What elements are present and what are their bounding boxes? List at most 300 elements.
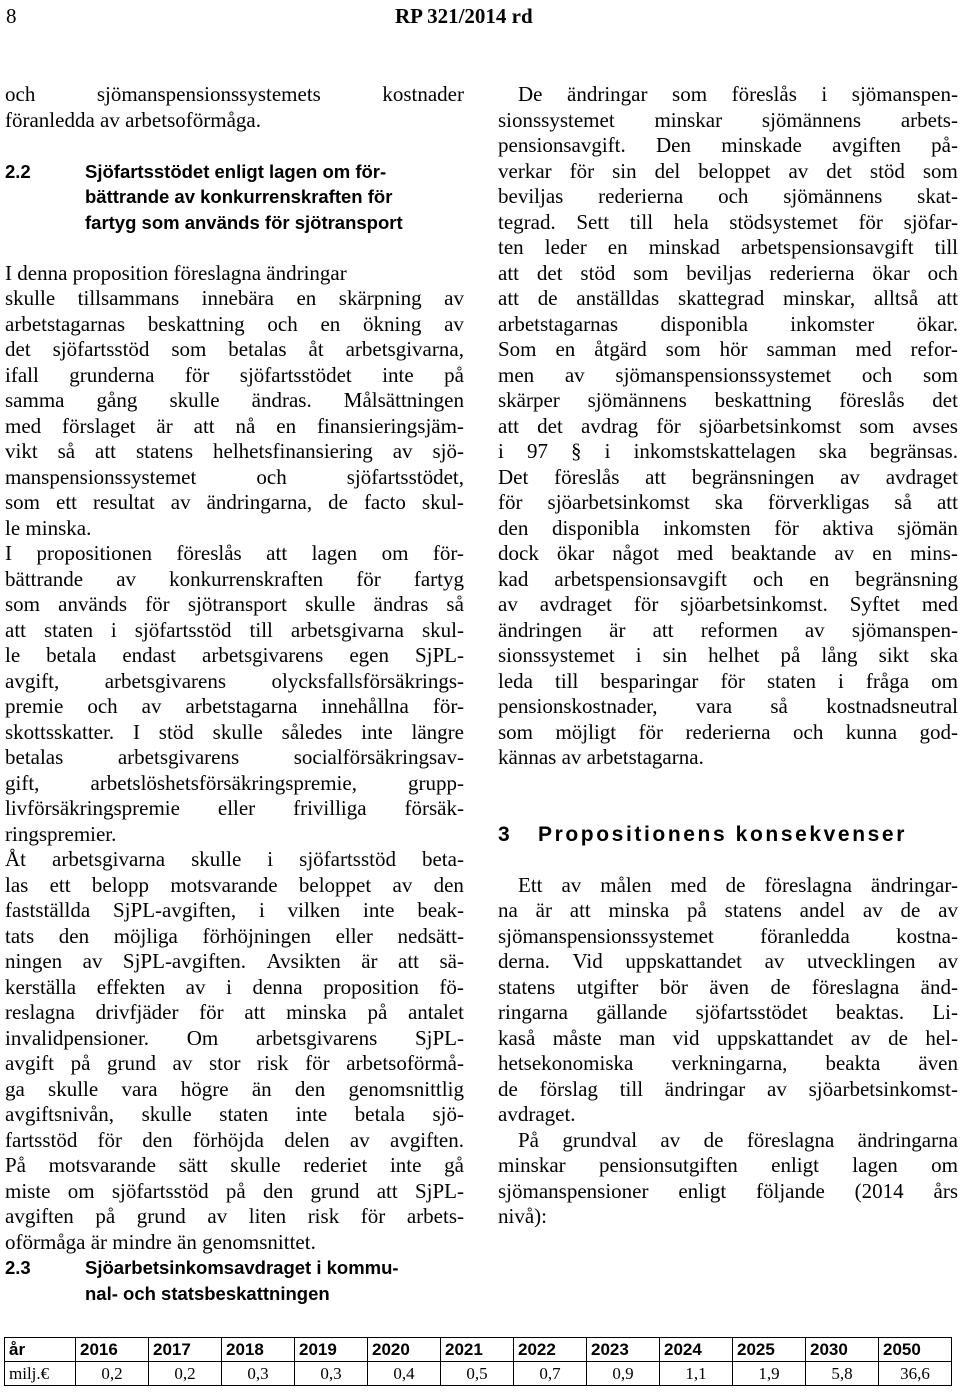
- word: miste: [5, 1178, 51, 1203]
- word: i: [604, 439, 611, 463]
- word: utvecklingen: [807, 949, 916, 973]
- word: avgiften: [5, 1204, 74, 1228]
- word: avdraget: [539, 592, 613, 616]
- text-line: [5, 669, 464, 695]
- word: en: [555, 337, 576, 361]
- word: de: [725, 872, 746, 897]
- word: av: [172, 1051, 193, 1075]
- word: avgift: [5, 1051, 54, 1075]
- word: arbetsgivarens: [202, 643, 324, 667]
- word: statens: [724, 898, 782, 922]
- word: och: [256, 464, 287, 489]
- text-line: [5, 567, 464, 593]
- word: uppskattandet: [716, 1025, 834, 1050]
- word: Som: [498, 337, 537, 361]
- word: för-: [432, 541, 464, 565]
- word: förhöjningen: [202, 923, 311, 948]
- word: facto: [363, 490, 406, 514]
- word: SjPL-: [414, 1025, 464, 1050]
- word: staten: [43, 617, 93, 642]
- word: med: [676, 541, 714, 565]
- word: som: [665, 337, 701, 361]
- word: föreslås: [554, 464, 620, 489]
- word: av: [392, 872, 413, 897]
- text-line: [5, 898, 464, 924]
- text-line: [498, 414, 958, 440]
- word: gå: [444, 1153, 464, 1177]
- text-line: [5, 388, 464, 414]
- word: det: [537, 413, 563, 438]
- word: ändringarna: [857, 1127, 958, 1152]
- text-line: [498, 745, 958, 771]
- word: arbetsgivarens: [104, 668, 227, 693]
- word: i: [110, 617, 117, 642]
- text-line: [498, 1026, 958, 1052]
- word: kostnader: [382, 82, 464, 106]
- text-line: [498, 643, 958, 669]
- text-line: [498, 184, 958, 210]
- table-cell: 2030: [806, 1338, 879, 1362]
- word: arbetsoförmå-: [346, 1051, 464, 1075]
- word: så: [894, 490, 912, 514]
- text-line: [5, 490, 464, 516]
- word: att: [498, 286, 519, 310]
- word: sin: [612, 158, 637, 183]
- word: rederiet: [303, 1153, 368, 1177]
- table-cell: 0,3: [295, 1362, 368, 1386]
- word: alltså: [873, 286, 919, 310]
- word: skulle: [169, 388, 220, 412]
- word: antalet: [407, 1000, 464, 1024]
- word: sjöfartsstöd: [299, 847, 396, 871]
- table-cell: 5,8: [806, 1362, 879, 1386]
- word: avgiften: [832, 133, 901, 157]
- word: som: [859, 413, 895, 438]
- word: en: [276, 413, 297, 438]
- word: skulle: [48, 1076, 99, 1101]
- word: högre: [180, 1076, 229, 1101]
- word: och: [718, 184, 749, 208]
- text-line: [5, 1204, 464, 1230]
- word: målen: [600, 872, 652, 897]
- word: för: [145, 592, 170, 616]
- word: dock: [498, 541, 539, 565]
- word: Avsikten: [266, 949, 341, 973]
- text-line: [5, 796, 464, 822]
- word: sjöfartsstöd: [134, 617, 232, 642]
- word: i: [226, 974, 232, 999]
- word: i: [267, 847, 274, 871]
- table-cell: 2018: [222, 1338, 295, 1362]
- word: verkar: [498, 158, 552, 183]
- word: att: [376, 1178, 398, 1203]
- word: sjömanspensionssystemet: [498, 923, 714, 948]
- word: av: [850, 1025, 871, 1050]
- word: inkomster: [790, 311, 875, 336]
- word: för: [199, 1000, 224, 1024]
- word: ga: [5, 1076, 25, 1101]
- word: föreslagna: [811, 974, 900, 999]
- text-line: [498, 822, 958, 848]
- word: ska: [818, 439, 847, 463]
- word: att: [569, 898, 591, 922]
- word: stöd: [158, 719, 194, 744]
- word: lång: [821, 643, 858, 667]
- text-line: [5, 1051, 464, 1077]
- word: änd-: [920, 974, 958, 999]
- word: i: [838, 668, 844, 693]
- word: så: [57, 439, 76, 463]
- word: till: [249, 617, 273, 642]
- text-line: [498, 618, 958, 644]
- word: pensionsutgiften: [598, 1153, 738, 1177]
- word: belopp: [91, 872, 150, 897]
- word: används: [58, 592, 127, 616]
- word: föranledda: [760, 923, 850, 948]
- word: även: [918, 1051, 958, 1075]
- word: sjömännens: [761, 107, 862, 132]
- text-line: [498, 1000, 958, 1026]
- word: följande: [756, 1178, 825, 1203]
- word: staten: [219, 1102, 269, 1126]
- word: på: [687, 898, 707, 922]
- word: grund: [310, 1178, 360, 1203]
- word: refor-: [910, 337, 958, 361]
- word: för: [569, 158, 595, 183]
- text-line: [5, 1179, 464, 1205]
- text-line: [498, 1153, 958, 1179]
- word: med: [5, 413, 42, 438]
- word: resultat: [92, 490, 155, 514]
- word: fartyg: [413, 566, 464, 591]
- word: de: [703, 1127, 724, 1152]
- word: arbetstagarnas: [5, 311, 126, 336]
- word: samman: [766, 337, 837, 361]
- text-line: [5, 1230, 464, 1256]
- section-heading: Sjöarbetsinkomsavdraget i kommu-: [85, 1257, 399, 1278]
- word: för: [656, 413, 681, 438]
- word: skulle: [212, 719, 263, 744]
- word: och: [861, 362, 893, 387]
- word: helhetsfinansiering: [213, 439, 373, 463]
- word: skärpning: [338, 286, 422, 310]
- word: stödsystemet: [729, 209, 838, 234]
- word: av: [660, 1127, 681, 1152]
- word: derna.: [498, 949, 550, 973]
- word: till: [934, 235, 958, 259]
- word: på: [444, 362, 464, 387]
- text-line: [498, 669, 958, 695]
- table-cell: år: [5, 1338, 76, 1362]
- word: I: [5, 541, 12, 565]
- text-line: [498, 286, 958, 312]
- word: SjPL-: [414, 1178, 464, 1203]
- word: Ett: [518, 872, 543, 897]
- word: kad: [498, 566, 529, 591]
- text-line: [498, 873, 958, 899]
- word: man: [619, 1025, 656, 1050]
- text-line: [5, 1255, 464, 1281]
- word: av: [349, 1127, 370, 1152]
- word: På: [5, 1153, 26, 1177]
- word: bättrande: [5, 566, 84, 591]
- word: beloppet: [298, 872, 372, 897]
- word: ändras.: [251, 388, 312, 412]
- word: bättrande av konkurrenskraften för: [85, 186, 393, 207]
- section-heading: Sjöfartsstödet enligt lagen om för-: [85, 160, 387, 182]
- word: inkomstskattelagen: [633, 439, 796, 463]
- word: pensionskostnader,: [498, 694, 658, 718]
- word: för: [638, 719, 664, 744]
- word: av: [498, 592, 518, 616]
- word: betala: [354, 1102, 405, 1126]
- word: egen: [349, 643, 389, 667]
- word: Den: [656, 133, 692, 157]
- text-line: [5, 235, 464, 261]
- word: av: [938, 949, 958, 973]
- text-line: [5, 261, 464, 287]
- word: vikt: [5, 439, 38, 463]
- word: enligt: [771, 1153, 819, 1177]
- section-number: 2.2: [5, 160, 31, 182]
- word: helhet: [708, 643, 760, 667]
- text-line: [498, 312, 958, 338]
- table-cell: 2020: [368, 1338, 441, 1362]
- word: las: [5, 872, 29, 897]
- word: de: [770, 974, 791, 999]
- word: som: [672, 82, 708, 106]
- word: av: [185, 974, 206, 999]
- word: skärper: [498, 388, 560, 412]
- table-cell: 0,9: [587, 1362, 660, 1386]
- word: ändringar: [664, 1076, 746, 1101]
- text-line: [498, 1204, 958, 1230]
- word: åtgärd: [594, 337, 647, 361]
- word: avses: [912, 413, 958, 438]
- word: av: [767, 1076, 787, 1101]
- word: SjPL-avgiften.: [122, 949, 246, 973]
- word: föreslagna: [764, 872, 852, 897]
- text-line: [5, 1000, 464, 1026]
- word: minska: [608, 898, 670, 922]
- word: sätt: [178, 1153, 208, 1177]
- word: för: [184, 362, 210, 387]
- text-line: [498, 235, 958, 261]
- word: skulle: [191, 847, 242, 871]
- word: grund: [136, 1204, 186, 1228]
- word: hel-: [925, 1025, 958, 1050]
- word: motsvarande: [170, 872, 278, 897]
- word: förhöjda: [192, 1127, 264, 1152]
- text-line: [498, 159, 958, 185]
- word: även: [709, 974, 749, 999]
- word: sjöfar-: [903, 209, 958, 234]
- word: och: [753, 566, 784, 591]
- word: grund: [106, 1051, 156, 1075]
- word: sjömanspen-: [851, 82, 958, 106]
- word: sjö-: [432, 1102, 464, 1126]
- word: som: [633, 260, 669, 285]
- word: risk: [307, 1204, 340, 1228]
- word: beloppet: [698, 158, 771, 183]
- word: ändringar: [567, 82, 648, 106]
- text-line: [498, 949, 958, 975]
- word: eller: [335, 923, 373, 948]
- word: na: [498, 898, 518, 922]
- word: ett: [49, 872, 71, 897]
- word: måste: [552, 1025, 602, 1050]
- word: arbetsgivarna: [52, 847, 166, 871]
- text-line: [498, 541, 958, 567]
- word: SjPL-: [414, 643, 464, 667]
- word: fartsstöd: [5, 1127, 78, 1152]
- word: sjömanspensionssystemets: [96, 82, 321, 106]
- word: för: [360, 1204, 386, 1228]
- word: beviljas: [686, 260, 752, 285]
- word: denna: [252, 974, 303, 999]
- word: mins-: [910, 541, 958, 565]
- word: den: [58, 923, 90, 948]
- word: uppskattandet: [625, 949, 742, 973]
- text-line: [5, 1077, 464, 1103]
- word: av: [444, 311, 464, 336]
- word: sjömän: [897, 515, 958, 540]
- word: ökar: [556, 541, 595, 565]
- word: betalas: [228, 337, 287, 361]
- word: och: [5, 82, 36, 106]
- word: så: [446, 592, 464, 616]
- word: en: [607, 235, 628, 259]
- text-line: [498, 439, 958, 465]
- word: kaså: [498, 1025, 536, 1050]
- word: statens: [498, 974, 556, 999]
- word: att: [498, 413, 519, 438]
- table-cell: milj.€: [5, 1362, 76, 1386]
- text-line: [498, 898, 958, 924]
- word: nå: [235, 413, 256, 438]
- word: inte: [363, 898, 395, 922]
- text-line: [498, 1077, 958, 1103]
- word: staten: [766, 668, 816, 693]
- word: Sett: [576, 209, 610, 234]
- word: grunderna: [69, 362, 155, 387]
- word: skulle: [305, 592, 356, 616]
- table-cell: 2017: [149, 1338, 222, 1362]
- text-line: [498, 796, 958, 822]
- word: den: [498, 515, 529, 540]
- word: vara: [121, 1076, 158, 1101]
- word: inte: [389, 1153, 422, 1177]
- word: arbetsgivarens: [117, 745, 240, 769]
- word: det: [932, 388, 958, 412]
- word: utgifter: [576, 974, 639, 999]
- word: att: [95, 439, 117, 463]
- word: bör: [659, 974, 688, 999]
- word: fö-: [439, 974, 464, 999]
- text-line: [5, 439, 464, 465]
- text-line: [5, 516, 464, 542]
- text-line: [498, 363, 958, 389]
- word: ska: [714, 490, 743, 514]
- word: sjöfartsstödet: [695, 1000, 808, 1024]
- text-line: [5, 924, 464, 950]
- word: om: [381, 541, 409, 565]
- section-heading: Propositionens konsekvenser: [538, 822, 907, 846]
- word: Om: [186, 1025, 219, 1050]
- word: att: [652, 617, 674, 642]
- word: av: [444, 286, 464, 310]
- text-line: [498, 388, 958, 414]
- word: invalidpensioner.: [5, 1025, 150, 1050]
- word: skulle: [141, 1102, 192, 1126]
- word: minskad: [648, 235, 720, 259]
- text-line: [5, 720, 464, 746]
- word: avgiften.: [389, 1127, 464, 1152]
- table-cell: 2023: [587, 1338, 660, 1362]
- word: är: [156, 413, 173, 438]
- word: arbets-: [900, 107, 958, 132]
- word: betalas: [5, 745, 64, 769]
- word: arbetspensionsavgift: [554, 566, 727, 591]
- word: beskattning: [714, 388, 812, 412]
- text-line: [5, 82, 464, 108]
- text-line: [5, 1102, 464, 1128]
- word: innebära: [201, 286, 274, 310]
- word: aktiva: [822, 515, 874, 540]
- word: stöd: [580, 260, 616, 285]
- word: de: [900, 898, 921, 922]
- text-line: [5, 312, 464, 338]
- word: av: [82, 949, 103, 973]
- word: och: [87, 694, 118, 718]
- text-line: [5, 210, 464, 236]
- text-line: [5, 184, 464, 210]
- word: till: [555, 668, 579, 693]
- word: hör: [719, 337, 748, 361]
- word: de: [498, 1076, 518, 1101]
- word: förslag: [539, 1076, 598, 1101]
- word: sjöarbetsinkomst-: [808, 1076, 958, 1101]
- word: begränsas.: [869, 439, 958, 463]
- word: på: [70, 1051, 91, 1075]
- word: åt: [308, 337, 324, 361]
- word: och: [267, 311, 298, 336]
- text-line: [498, 592, 958, 618]
- word: förverkligas: [767, 490, 870, 514]
- word: minskade: [721, 133, 802, 157]
- word: de: [328, 490, 348, 514]
- section-number: 2.3: [5, 1257, 31, 1278]
- word: reformen: [700, 617, 778, 642]
- word: den: [262, 1178, 294, 1203]
- word: sjöfartsstöd: [52, 337, 150, 361]
- word: av: [834, 541, 855, 565]
- word: eller: [217, 796, 256, 820]
- word: sionssystemet: [498, 643, 615, 667]
- table-cell: 1,1: [660, 1362, 733, 1386]
- word: vara: [695, 694, 733, 718]
- word: om: [931, 668, 958, 693]
- word: på: [225, 1178, 246, 1203]
- word: Syftet: [849, 592, 900, 616]
- section-number: 3: [498, 822, 513, 846]
- word: konkurrenskraften: [169, 566, 324, 591]
- word: och: [793, 719, 824, 744]
- word: av: [564, 362, 585, 387]
- word: med: [855, 337, 892, 361]
- word: den: [433, 872, 464, 897]
- word: till: [619, 1076, 644, 1101]
